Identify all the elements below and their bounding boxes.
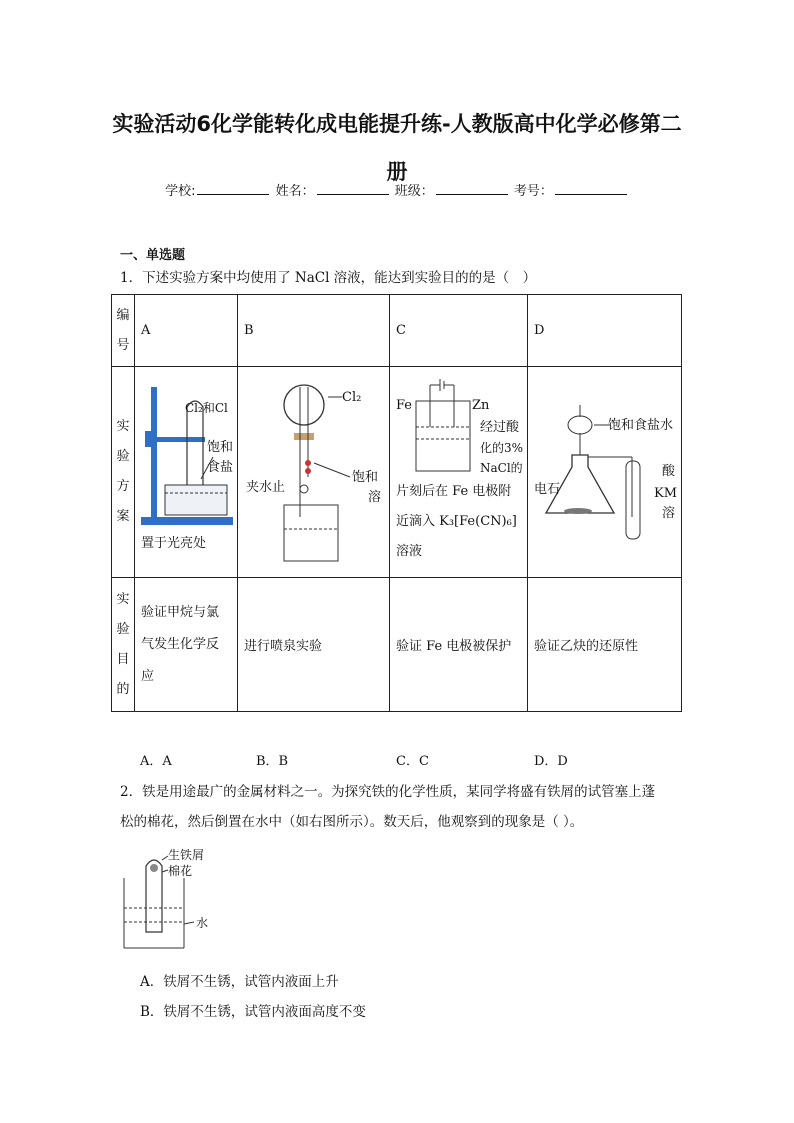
number-label: 考号： bbox=[513, 184, 553, 199]
plan-d-acetylene-icon bbox=[528, 367, 676, 577]
purpose-a bbox=[135, 578, 238, 712]
plan-d-label-acid: 酸 bbox=[662, 464, 676, 479]
q1-option-b[interactable]: B．B bbox=[256, 754, 289, 769]
plan-c-caption-2: 近滴入 K₃[Fe(CN)₆] bbox=[396, 514, 517, 529]
purpose-a-line-1: 验证甲烷与氯 bbox=[141, 604, 220, 620]
section-heading: 一、单选题 bbox=[120, 248, 186, 263]
row-label-purpose: 实验目的 bbox=[112, 578, 135, 712]
plan-a-figure bbox=[135, 367, 237, 577]
col-a-header: A bbox=[135, 295, 238, 367]
col-b-header: B bbox=[238, 295, 390, 367]
plan-d-cell bbox=[528, 367, 682, 578]
plan-d-figure bbox=[528, 367, 681, 577]
q2-option-b[interactable]: B．铁屑不生锈，试管内液面高度不变 bbox=[140, 1004, 366, 1020]
plan-b-label-cl2: Cl₂ bbox=[342, 390, 362, 405]
plan-b-figure bbox=[238, 367, 389, 577]
purpose-d: 验证乙炔的还原性 bbox=[528, 578, 682, 712]
school-label: 学校: bbox=[165, 184, 196, 199]
purpose-c: 验证 Fe 电极被保护 bbox=[390, 578, 528, 712]
q2-label-water: 水 bbox=[196, 916, 209, 930]
plan-b-label-solution: 溶 bbox=[368, 490, 382, 505]
plan-c-label-fe: Fe bbox=[396, 398, 413, 413]
plan-c-caption-3: 溶液 bbox=[396, 544, 423, 559]
q1-table bbox=[111, 294, 682, 712]
plan-d-label-solution: 溶 bbox=[662, 506, 676, 521]
plan-b-label-clamp: 夹水止 bbox=[246, 480, 286, 495]
q2-label-cotton: 棉花 bbox=[168, 864, 193, 878]
title-line-1: 实验活动6化学能转化成电能提升练-人教版高中化学必修第二 bbox=[112, 112, 682, 136]
q2-label-iron: 生铁屑 bbox=[168, 848, 205, 862]
plan-c-label-percent: 化的3% bbox=[480, 441, 524, 455]
student-info-line bbox=[0, 180, 794, 199]
plan-c-label-nacl: NaCl的 bbox=[480, 461, 523, 475]
plan-d-label-carbide: 电石 bbox=[534, 482, 561, 497]
plan-c-label-zn: Zn bbox=[472, 398, 490, 413]
class-label: 班级： bbox=[394, 184, 434, 199]
school-blank[interactable] bbox=[197, 182, 269, 195]
q1-option-a[interactable]: A．A bbox=[140, 754, 172, 769]
plan-c-cell bbox=[390, 367, 528, 578]
plan-a-label-saturated: 饱和 bbox=[207, 440, 234, 455]
plan-a-label-salt: 食盐 bbox=[207, 460, 234, 475]
plan-c-caption-1: 片刻后在 Fe 电极附 bbox=[396, 484, 512, 499]
row-label-number: 编号 bbox=[112, 295, 135, 367]
plan-a-cell bbox=[135, 367, 238, 578]
class-blank[interactable] bbox=[436, 182, 508, 195]
plan-d-label-kmno4: KM bbox=[654, 486, 678, 501]
purpose-b: 进行喷泉实验 bbox=[238, 578, 390, 712]
q2-option-a[interactable]: A．铁屑不生锈，试管内液面上升 bbox=[140, 974, 339, 990]
purpose-a-line-3: 应 bbox=[141, 668, 155, 684]
plan-c-label-acid: 经过酸 bbox=[480, 420, 520, 435]
plan-c-figure bbox=[390, 367, 527, 577]
purpose-a-line-2: 气发生化学反 bbox=[141, 636, 220, 652]
q1-option-c[interactable]: C．C bbox=[396, 754, 429, 769]
row-label-plan: 实验方案 bbox=[112, 367, 135, 578]
plan-d-label-saltwater: 饱和食盐水 bbox=[608, 418, 674, 433]
q1-option-d[interactable]: D．D bbox=[534, 754, 568, 769]
title-line-2: 册 bbox=[386, 160, 408, 184]
plan-a-label-gas: Cl₂和Cl bbox=[185, 401, 228, 415]
name-blank[interactable] bbox=[317, 182, 389, 195]
name-label: 姓名： bbox=[275, 184, 315, 199]
q2-stem-line-2: 松的棉花，然后倒置在水中（如右图所示）。数天后，他观察到的现象是（ ）。 bbox=[120, 814, 584, 830]
plan-a-caption: 置于光亮处 bbox=[141, 536, 207, 551]
q2-stem-line-1: 2．铁是用途最广的金属材料之一。为探究铁的化学性质，某同学将盛有铁屑的试管塞上蓬 bbox=[120, 784, 656, 800]
q2-figure bbox=[120, 846, 240, 956]
plan-b-cell bbox=[238, 367, 390, 578]
number-blank[interactable] bbox=[555, 182, 627, 195]
col-c-header: C bbox=[390, 295, 528, 367]
q1-stem: 1．下述实验方案中均使用了 NaCl 溶液，能达到实验目的的是（ ） bbox=[120, 270, 537, 286]
plan-b-label-saturated: 饱和 bbox=[352, 470, 379, 485]
col-d-header: D bbox=[528, 295, 682, 367]
